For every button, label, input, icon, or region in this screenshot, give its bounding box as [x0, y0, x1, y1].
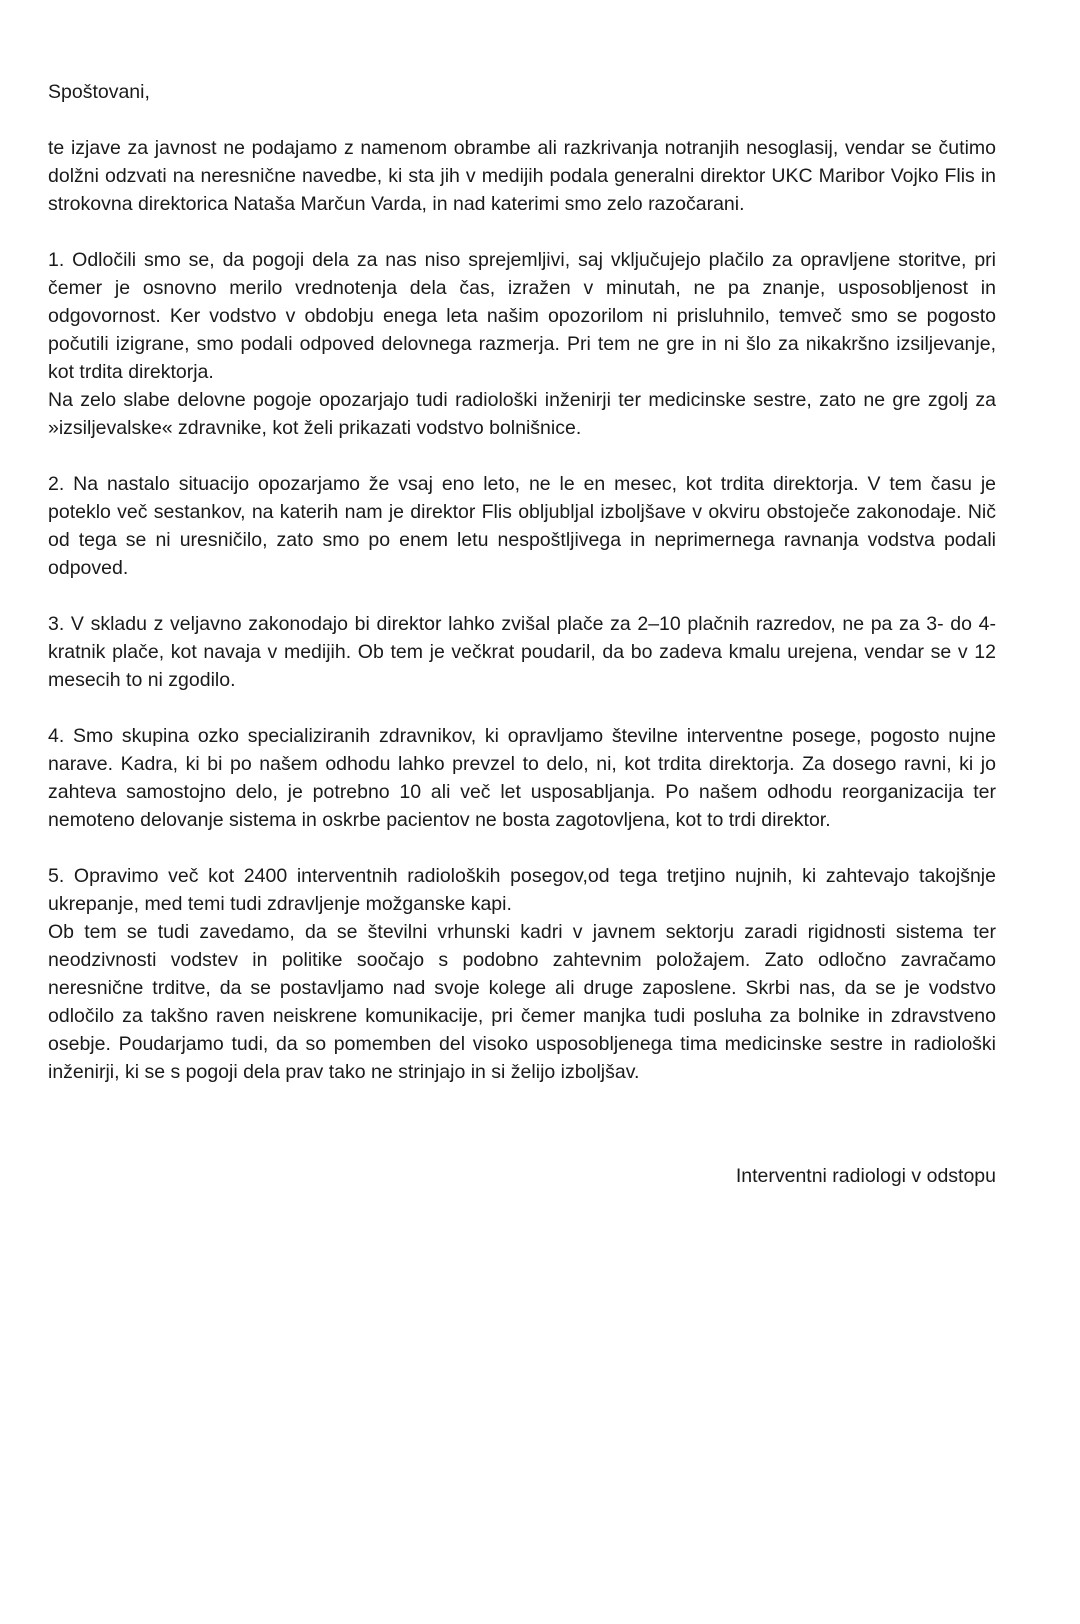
paragraph-spacer: [48, 442, 996, 470]
point-5-continuation: Ob tem se tudi zavedamo, da se številni vrhunski kadri v javnem sektorju zaradi rigidnosti sistema ter neodzivnosti vodstev in politike soočajo s podobno zahtevnim položajem. Zato odločno zavračamo neresnične trditve, da se postavljamo nad svoje kolege ali druge zaposlene. Skrbi nas, da se je vodstvo odločilo za takšno raven neiskrene komunikacije, pri čemer manjka tudi posluha za bolnike in zdravstveno osebje. Poudarjamo tudi, da so pomemben del visoko usposobljenega tima medicinske sestre in radiološki inženirji, ki se s pogoji dela prav tako ne strinjajo in si želijo izboljšav.: [48, 921, 996, 1083]
paragraph-spacer: [48, 218, 996, 246]
letter-intro-paragraph: te izjave za javnost ne podajamo z namenom obrambe ali razkrivanja notranjih nesoglasij, vendar se čutimo dolžni odzvati na neresnične navedbe, ki sta jih v medijih podala generalni direktor UKC Maribor Vojko Flis in strokovna direktorica Nataša Marčun Varda, in nad katerimi smo zelo razočarani.: [48, 137, 996, 215]
point-1-paragraph: 1. Odločili smo se, da pogoji dela za nas niso sprejemljivi, saj vključujejo plačilo za opravljene storitve, pri čemer je osnovno merilo vrednotenja dela čas, izražen v minutah, ne pa znanje, usposobljenost in odgovornost. Ker vodstvo v obdobju enega leta našim opozorilom ni prisluhnilo, temveč smo se pogosto počutili izigrane, smo podali odpoved delovnega razmerja. Pri tem ne gre in ni šlo za nikakršno izsiljevanje, kot trdita direktorja.: [48, 249, 996, 383]
point-4-paragraph: 4. Smo skupina ozko specializiranih zdravnikov, ki opravljamo številne interventne posege, pogosto nujne narave. Kadra, ki bi po našem odhodu lahko prevzel to delo, ni, kot trdita direktorja. Za dosego ravni, ki jo zahteva samostojno delo, je potrebno 10 ali več let usposabljanja. Po našem odhodu reorganizacija ter nemoteno delovanje sistema in oskrbe pacientov ne bosta zagotovljena, kot to trdi direktor.: [48, 725, 996, 831]
paragraph-spacer: [48, 694, 996, 722]
point-1-continuation: Na zelo slabe delovne pogoje opozarjajo tudi radiološki inženirji ter medicinske sestre, zato ne gre zgolj za »izsiljevalske« zdravnike, kot želi prikazati vodstvo bolnišnice.: [48, 389, 996, 439]
letter-signature: Interventni radiologi v odstopu: [735, 1165, 996, 1187]
letter-greeting: Spoštovani,: [48, 81, 150, 103]
point-2-paragraph: 2. Na nastalo situacijo opozarjamo že vsaj eno leto, ne le en mesec, kot trdita direktorja. V tem času je poteklo več sestankov, na katerih nam je direktor Flis obljubljal izboljšave v okviru obstoječe zakonodaje. Nič od tega se ni uresničilo, zato smo po enem letu nespoštljivega in neprimernega ravnanja vodstva podali odpoved.: [48, 473, 996, 579]
paragraph-spacer: [48, 582, 996, 610]
point-3-paragraph: 3. V skladu z veljavno zakonodajo bi direktor lahko zvišal plače za 2–10 plačnih razredov, ne pa za 3- do 4-kratnik plače, kot navaja v medijih. Ob tem je večkrat poudaril, da bo zadeva kmalu urejena, vendar se v 12 mesecih to ni zgodilo.: [48, 613, 996, 691]
point-5-paragraph: 5. Opravimo več kot 2400 interventnih radioloških posegov,od tega tretjino nujnih, ki zahtevajo takojšnje ukrepanje, med temi tudi zdravljenje možganske kapi.: [48, 865, 996, 915]
paragraph-spacer: [48, 834, 996, 862]
letter-body: [48, 78, 996, 1086]
